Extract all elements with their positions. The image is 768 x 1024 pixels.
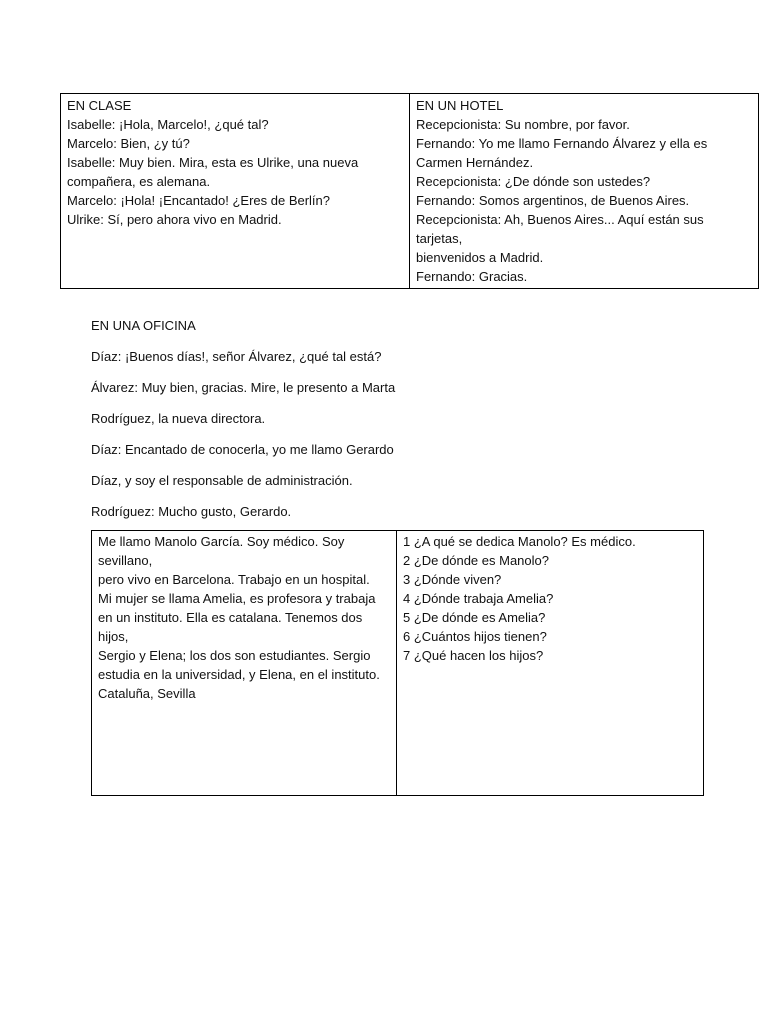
text-line: estudia en la universidad, y Elena, en el instituto. — [98, 667, 380, 682]
dialogue-line: Díaz: Encantado de conocerla, yo me llamo Gerardo — [91, 442, 394, 457]
reading-questions-table — [91, 530, 704, 796]
dialogue-line: Rodríguez: Mucho gusto, Gerardo. — [91, 504, 292, 519]
question-item: 3 ¿Dónde viven? — [403, 572, 502, 587]
dialogue-line: Díaz: ¡Buenos días!, señor Álvarez, ¿qué tal está? — [91, 349, 382, 364]
en-una-oficina-section — [91, 316, 691, 533]
dialogue-line: Álvarez: Muy bien, gracias. Mire, le presento a Marta — [91, 380, 396, 395]
dialogue-line: Recepcionista: ¿De dónde son ustedes? — [416, 174, 651, 189]
dialogue-line: Díaz, y soy el responsable de administración. — [91, 473, 353, 488]
question-item: 4 ¿Dónde trabaja Amelia? — [403, 591, 554, 606]
questions-cell — [397, 531, 704, 796]
text-line: Mi mujer se llama Amelia, es profesora y trabaja — [98, 591, 376, 606]
question-item: 5 ¿De dónde es Amelia? — [403, 610, 546, 625]
dialogue-line: Rodríguez, la nueva directora. — [91, 411, 266, 426]
dialogue-line: Recepcionista: Ah, Buenos Aires... Aquí están sus tarjetas, — [416, 212, 704, 246]
question-item: 1 ¿A qué se dedica Manolo? Es médico. — [403, 534, 636, 549]
question-item: 6 ¿Cuántos hijos tienen? — [403, 629, 547, 644]
dialogue-line: Isabelle: ¡Hola, Marcelo!, ¿qué tal? — [67, 117, 269, 132]
en-un-hotel-cell — [410, 94, 759, 289]
text-line: en un instituto. Ella es catalana. Tenemos dos hijos, — [98, 610, 363, 644]
en-clase-cell — [61, 94, 410, 289]
question-item: 2 ¿De dónde es Manolo? — [403, 553, 549, 568]
dialogue-line: Recepcionista: Su nombre, por favor. — [416, 117, 630, 132]
dialogue-line: Ulrike: Sí, pero ahora vivo en Madrid. — [67, 212, 282, 227]
dialogue-line: Marcelo: Bien, ¿y tú? — [67, 136, 190, 151]
dialogue-line: Fernando: Yo me llamo Fernando Álvarez y ella es Carmen Hernández. — [416, 136, 708, 170]
dialogue-line: Isabelle: Muy bien. Mira, esta es Ulrike, una nueva compañera, es alemana. — [67, 155, 359, 189]
text-line: pero vivo en Barcelona. Trabajo en un hospital. — [98, 572, 370, 587]
en-un-hotel-heading: EN UN HOTEL — [416, 98, 504, 113]
text-line: Me llamo Manolo García. Soy médico. Soy sevillano, — [98, 534, 345, 568]
dialogue-line: Fernando: Somos argentinos, de Buenos Aires. — [416, 193, 690, 208]
dialogue-line: Fernando: Gracias. — [416, 269, 528, 284]
text-line: Cataluña, Sevilla — [98, 686, 196, 701]
en-una-oficina-heading: EN UNA OFICINA — [91, 318, 196, 333]
question-item: 7 ¿Qué hacen los hijos? — [403, 648, 544, 663]
text-line: Sergio y Elena; los dos son estudiantes. Sergio — [98, 648, 371, 663]
dialogue-line: Marcelo: ¡Hola! ¡Encantado! ¿Eres de Berlín? — [67, 193, 331, 208]
en-clase-heading: EN CLASE — [67, 98, 132, 113]
dialogues-table — [60, 93, 759, 289]
reading-text-cell — [92, 531, 397, 796]
dialogue-line: bienvenidos a Madrid. — [416, 250, 544, 265]
